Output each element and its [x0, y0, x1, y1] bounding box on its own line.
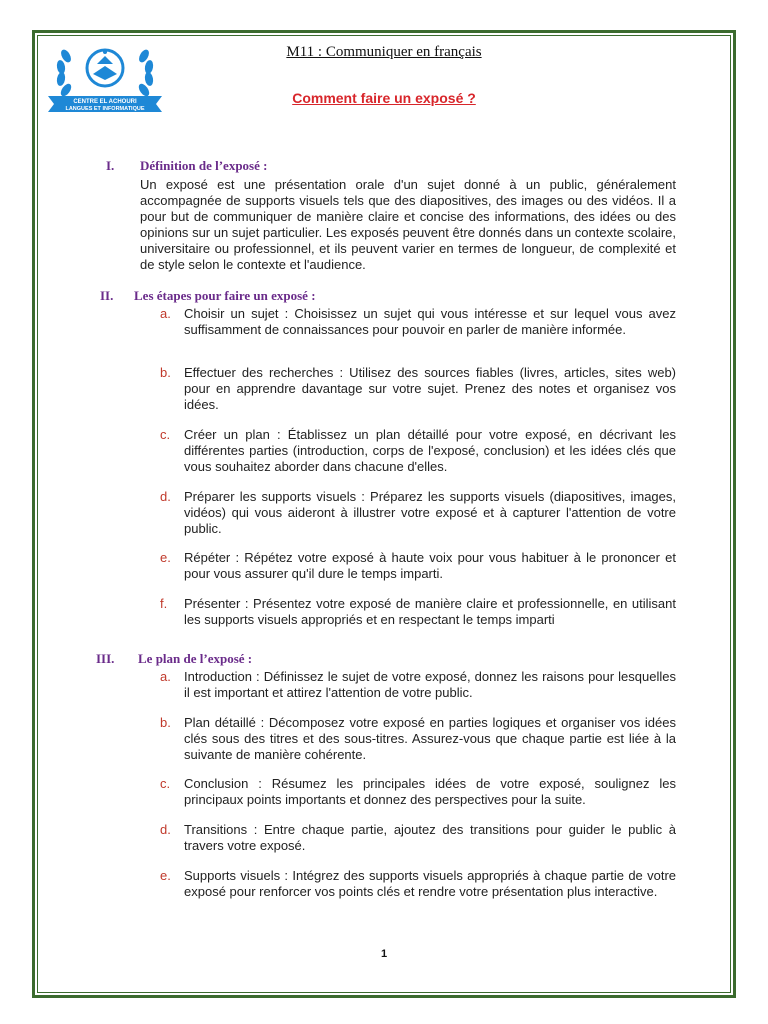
- list-marker: d.: [160, 489, 171, 504]
- section-number: II.: [100, 288, 114, 303]
- section-heading-1: [106, 158, 666, 176]
- section-heading-2: [100, 288, 660, 306]
- section-heading-3: [96, 651, 656, 669]
- list-item-text: Conclusion : Résumez les principales idées de votre exposé, soulignez les principaux points importants et donnez des perspectives pour la suite.: [184, 776, 676, 807]
- page-number: 1: [380, 948, 388, 960]
- list-marker: a.: [160, 306, 171, 321]
- list-item-text: Préparer les supports visuels : Préparez les supports visuels (diapositives, images, vidéos) qui vous aideront à illustrer votre exposé et à capturer l'attention de votre public.: [184, 489, 676, 536]
- list-marker: e.: [160, 868, 171, 883]
- list-marker: e.: [160, 550, 171, 565]
- list-item-text: Introduction : Définissez le sujet de votre exposé, donnez les raisons pour lesquelles il est important et attirez l'attention de votre public.: [184, 669, 676, 700]
- list-item-text: Présenter : Présentez votre exposé de manière claire et professionnelle, en utilisant les supports visuels appropriés et en respectant le temps imparti: [184, 596, 676, 627]
- list-marker: d.: [160, 822, 171, 837]
- list-marker: b.: [160, 365, 171, 380]
- list-marker: b.: [160, 715, 171, 730]
- list-item-text: Répéter : Répétez votre exposé à haute voix pour vous habituer à le prononcer et pour vous assurer qu'il dure le temps imparti.: [184, 550, 676, 581]
- list-marker: f.: [160, 596, 168, 611]
- list-item-text: Transitions : Entre chaque partie, ajoutez des transitions pour guider le public à travers votre exposé.: [184, 822, 676, 853]
- svg-text:LANGUES ET INFORMATIQUE: LANGUES ET INFORMATIQUE: [65, 106, 145, 112]
- list-item-text: Effectuer des recherches : Utilisez des sources fiables (livres, articles, sites web) pour en apprendre davantage sur votre sujet. Prenez des notes et organisez vos idées.: [184, 365, 676, 412]
- list-marker: a.: [160, 669, 171, 684]
- svg-text:CENTRE EL ACHOURI: CENTRE EL ACHOURI: [73, 99, 137, 105]
- document-title: Comment faire un exposé ?: [292, 90, 476, 106]
- list-item-text: Choisir un sujet : Choisissez un sujet qui vous intéresse et sur lequel vous avez suffisamment de connaissances pour pouvoir en parler de manière informée.: [184, 306, 676, 337]
- definition-paragraph: Un exposé est une présentation orale d'un sujet donné à un public, généralement accompagnée de supports visuels tels que des diapositives, des images ou des vidéos. Il a pour but de communiquer de manière claire et concise des informations, des idées ou des opinions sur un sujet particulier. Les exposés peuvent être donnés dans un contexte scolaire, universitaire ou professionnel, et ils peuvent varier en termes de longueur, de complexité et de style selon le contexte et l'audience.: [140, 177, 676, 272]
- section-title: Le plan de l’exposé :: [138, 651, 253, 666]
- list-item-text: Créer un plan : Établissez un plan détaillé pour votre exposé, en décrivant les différentes parties (introduction, corps de l'exposé, conclusion) et les idées clés que vous souhaitez aborder dans chacune d'elles.: [184, 427, 676, 474]
- list-marker: c.: [160, 427, 171, 442]
- list-item-text: Plan détaillé : Décomposez votre exposé en parties logiques et organiser vos idées clés sous des titres et des sous-titres. Assurez-vous que chaque partie est liée à la suivante de manière cohérente.: [184, 715, 676, 762]
- section-title: Définition de l’exposé :: [140, 158, 268, 173]
- module-title-text: M11 : Communiquer en français: [286, 44, 482, 60]
- list-item-text: Supports visuels : Intégrez des supports visuels appropriés à chaque partie de votre exposé pour renforcer vos points clés et rendre votre présentation plus interactive.: [184, 868, 676, 899]
- section-number: III.: [96, 651, 115, 666]
- section-number: I.: [106, 158, 115, 173]
- section-title: Les étapes pour faire un exposé :: [134, 288, 316, 303]
- module-title: [0, 44, 768, 61]
- list-marker: c.: [160, 776, 171, 791]
